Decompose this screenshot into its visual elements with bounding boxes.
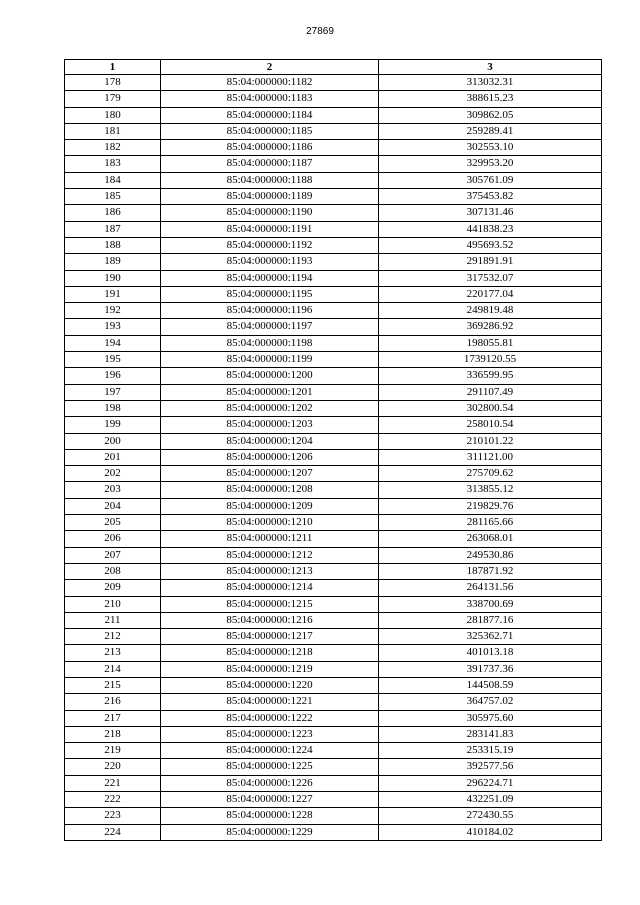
value-cell: 198055.81: [379, 335, 602, 351]
row-number-cell: 203: [65, 482, 161, 498]
table-row: [65, 270, 602, 286]
table-row: [65, 91, 602, 107]
row-number-cell: 195: [65, 352, 161, 368]
row-number-cell: 192: [65, 303, 161, 319]
value-cell: 307131.46: [379, 205, 602, 221]
table-row: [65, 254, 602, 270]
cadastral-number-cell: 85:04:000000:1222: [161, 710, 379, 726]
page-number: 27869: [306, 26, 334, 37]
value-cell: 309862.05: [379, 107, 602, 123]
cadastral-number-cell: 85:04:000000:1195: [161, 286, 379, 302]
cadastral-number-cell: 85:04:000000:1186: [161, 140, 379, 156]
row-number-cell: 194: [65, 335, 161, 351]
table-row: [65, 352, 602, 368]
cadastral-number-cell: 85:04:000000:1215: [161, 596, 379, 612]
row-number-cell: 210: [65, 596, 161, 612]
row-number-cell: 211: [65, 612, 161, 628]
table-row: [65, 726, 602, 742]
row-number-cell: 188: [65, 237, 161, 253]
row-number-cell: 202: [65, 466, 161, 482]
row-number-cell: 184: [65, 172, 161, 188]
column-header-1: 1: [65, 60, 161, 75]
cadastral-number-cell: 85:04:000000:1189: [161, 189, 379, 205]
value-cell: 313032.31: [379, 75, 602, 91]
value-cell: 253315.19: [379, 743, 602, 759]
row-number-cell: 212: [65, 629, 161, 645]
cadastral-number-cell: 85:04:000000:1196: [161, 303, 379, 319]
table-row: [65, 645, 602, 661]
table-row: [65, 384, 602, 400]
cadastral-number-cell: 85:04:000000:1212: [161, 547, 379, 563]
value-cell: 432251.09: [379, 792, 602, 808]
value-cell: 249530.86: [379, 547, 602, 563]
cadastral-number-cell: 85:04:000000:1223: [161, 726, 379, 742]
table-row: [65, 759, 602, 775]
row-number-cell: 224: [65, 824, 161, 840]
table-row: [65, 140, 602, 156]
cadastral-number-cell: 85:04:000000:1219: [161, 661, 379, 677]
table-row: [65, 417, 602, 433]
table-row: [65, 824, 602, 840]
table-row: [65, 189, 602, 205]
cadastral-number-cell: 85:04:000000:1199: [161, 352, 379, 368]
cadastral-number-cell: 85:04:000000:1217: [161, 629, 379, 645]
cadastral-number-cell: 85:04:000000:1208: [161, 482, 379, 498]
table-row: [65, 172, 602, 188]
row-number-cell: 193: [65, 319, 161, 335]
table-row: [65, 449, 602, 465]
row-number-cell: 220: [65, 759, 161, 775]
table-row: [65, 580, 602, 596]
row-number-cell: 221: [65, 775, 161, 791]
value-cell: 313855.12: [379, 482, 602, 498]
table-row: [65, 319, 602, 335]
row-number-cell: 204: [65, 498, 161, 514]
value-cell: 210101.22: [379, 433, 602, 449]
row-number-cell: 178: [65, 75, 161, 91]
value-cell: 495693.52: [379, 237, 602, 253]
row-number-cell: 208: [65, 563, 161, 579]
row-number-cell: 223: [65, 808, 161, 824]
value-cell: 410184.02: [379, 824, 602, 840]
row-number-cell: 215: [65, 677, 161, 693]
cadastral-number-cell: 85:04:000000:1224: [161, 743, 379, 759]
row-number-cell: 198: [65, 400, 161, 416]
cadastral-number-cell: 85:04:000000:1225: [161, 759, 379, 775]
cadastral-number-cell: 85:04:000000:1226: [161, 775, 379, 791]
value-cell: 329953.20: [379, 156, 602, 172]
table-row: [65, 775, 602, 791]
cadastral-number-cell: 85:04:000000:1211: [161, 531, 379, 547]
cadastral-number-cell: 85:04:000000:1185: [161, 123, 379, 139]
value-cell: 249819.48: [379, 303, 602, 319]
value-cell: 296224.71: [379, 775, 602, 791]
table-row: [65, 547, 602, 563]
value-cell: 336599.95: [379, 368, 602, 384]
value-cell: 219829.76: [379, 498, 602, 514]
value-cell: 391737.36: [379, 661, 602, 677]
row-number-cell: 186: [65, 205, 161, 221]
row-number-cell: 201: [65, 449, 161, 465]
cadastral-number-cell: 85:04:000000:1200: [161, 368, 379, 384]
row-number-cell: 213: [65, 645, 161, 661]
cadastral-number-cell: 85:04:000000:1213: [161, 563, 379, 579]
table-body: [65, 75, 602, 841]
table-row: [65, 107, 602, 123]
table-row: [65, 808, 602, 824]
table-row: [65, 466, 602, 482]
row-number-cell: 190: [65, 270, 161, 286]
value-cell: 364757.02: [379, 694, 602, 710]
table-row: [65, 498, 602, 514]
row-number-cell: 197: [65, 384, 161, 400]
cadastral-number-cell: 85:04:000000:1192: [161, 237, 379, 253]
value-cell: 1739120.55: [379, 352, 602, 368]
row-number-cell: 183: [65, 156, 161, 172]
value-cell: 375453.82: [379, 189, 602, 205]
row-number-cell: 214: [65, 661, 161, 677]
value-cell: 317532.07: [379, 270, 602, 286]
table-row: [65, 482, 602, 498]
row-number-cell: 180: [65, 107, 161, 123]
cadastral-number-cell: 85:04:000000:1206: [161, 449, 379, 465]
value-cell: 263068.01: [379, 531, 602, 547]
cadastral-number-cell: 85:04:000000:1210: [161, 515, 379, 531]
value-cell: 311121.00: [379, 449, 602, 465]
row-number-cell: 209: [65, 580, 161, 596]
cadastral-value-table: [64, 59, 602, 841]
cadastral-number-cell: 85:04:000000:1227: [161, 792, 379, 808]
cadastral-number-cell: 85:04:000000:1201: [161, 384, 379, 400]
table-row: [65, 433, 602, 449]
row-number-cell: 181: [65, 123, 161, 139]
cadastral-number-cell: 85:04:000000:1229: [161, 824, 379, 840]
cadastral-number-cell: 85:04:000000:1194: [161, 270, 379, 286]
cadastral-number-cell: 85:04:000000:1197: [161, 319, 379, 335]
row-number-cell: 179: [65, 91, 161, 107]
table-row: [65, 563, 602, 579]
cadastral-number-cell: 85:04:000000:1184: [161, 107, 379, 123]
cadastral-number-cell: 85:04:000000:1202: [161, 400, 379, 416]
table-row: [65, 792, 602, 808]
value-cell: 187871.92: [379, 563, 602, 579]
table-row: [65, 368, 602, 384]
table-row: [65, 156, 602, 172]
table-row: [65, 596, 602, 612]
row-number-cell: 182: [65, 140, 161, 156]
cadastral-number-cell: 85:04:000000:1207: [161, 466, 379, 482]
value-cell: 272430.55: [379, 808, 602, 824]
row-number-cell: 199: [65, 417, 161, 433]
value-cell: 283141.83: [379, 726, 602, 742]
value-cell: 275709.62: [379, 466, 602, 482]
row-number-cell: 185: [65, 189, 161, 205]
column-header-2: 2: [161, 60, 379, 75]
row-number-cell: 222: [65, 792, 161, 808]
row-number-cell: 189: [65, 254, 161, 270]
table-row: [65, 515, 602, 531]
row-number-cell: 191: [65, 286, 161, 302]
row-number-cell: 205: [65, 515, 161, 531]
cadastral-number-cell: 85:04:000000:1191: [161, 221, 379, 237]
row-number-cell: 216: [65, 694, 161, 710]
table-header-row: [65, 60, 602, 75]
value-cell: 220177.04: [379, 286, 602, 302]
value-cell: 281165.66: [379, 515, 602, 531]
table-row: [65, 237, 602, 253]
value-cell: 291107.49: [379, 384, 602, 400]
value-cell: 144508.59: [379, 677, 602, 693]
value-cell: 392577.56: [379, 759, 602, 775]
cadastral-number-cell: 85:04:000000:1214: [161, 580, 379, 596]
table-row: [65, 400, 602, 416]
table-row: [65, 205, 602, 221]
table-row: [65, 694, 602, 710]
cadastral-number-cell: 85:04:000000:1182: [161, 75, 379, 91]
value-cell: 305975.60: [379, 710, 602, 726]
cadastral-number-cell: 85:04:000000:1188: [161, 172, 379, 188]
row-number-cell: 207: [65, 547, 161, 563]
cadastral-number-cell: 85:04:000000:1204: [161, 433, 379, 449]
table-row: [65, 677, 602, 693]
column-header-3: 3: [379, 60, 602, 75]
table-row: [65, 335, 602, 351]
cadastral-number-cell: 85:04:000000:1209: [161, 498, 379, 514]
value-cell: 259289.41: [379, 123, 602, 139]
cadastral-number-cell: 85:04:000000:1190: [161, 205, 379, 221]
row-number-cell: 218: [65, 726, 161, 742]
cadastral-number-cell: 85:04:000000:1228: [161, 808, 379, 824]
value-cell: 291891.91: [379, 254, 602, 270]
value-cell: 388615.23: [379, 91, 602, 107]
table-row: [65, 123, 602, 139]
value-cell: 281877.16: [379, 612, 602, 628]
table-row: [65, 75, 602, 91]
cadastral-number-cell: 85:04:000000:1221: [161, 694, 379, 710]
cadastral-number-cell: 85:04:000000:1198: [161, 335, 379, 351]
cadastral-number-cell: 85:04:000000:1187: [161, 156, 379, 172]
cadastral-number-cell: 85:04:000000:1203: [161, 417, 379, 433]
table-row: [65, 743, 602, 759]
row-number-cell: 219: [65, 743, 161, 759]
table-row: [65, 612, 602, 628]
value-cell: 258010.54: [379, 417, 602, 433]
table-row: [65, 221, 602, 237]
cadastral-number-cell: 85:04:000000:1218: [161, 645, 379, 661]
value-cell: 302553.10: [379, 140, 602, 156]
value-cell: 401013.18: [379, 645, 602, 661]
value-cell: 338700.69: [379, 596, 602, 612]
row-number-cell: 196: [65, 368, 161, 384]
table-row: [65, 531, 602, 547]
value-cell: 369286.92: [379, 319, 602, 335]
cadastral-number-cell: 85:04:000000:1183: [161, 91, 379, 107]
value-cell: 305761.09: [379, 172, 602, 188]
row-number-cell: 217: [65, 710, 161, 726]
value-cell: 302800.54: [379, 400, 602, 416]
table-row: [65, 710, 602, 726]
value-cell: 441838.23: [379, 221, 602, 237]
table-row: [65, 629, 602, 645]
table-row: [65, 286, 602, 302]
cadastral-number-cell: 85:04:000000:1216: [161, 612, 379, 628]
row-number-cell: 187: [65, 221, 161, 237]
value-cell: 325362.71: [379, 629, 602, 645]
row-number-cell: 206: [65, 531, 161, 547]
value-cell: 264131.56: [379, 580, 602, 596]
table-row: [65, 661, 602, 677]
table-row: [65, 303, 602, 319]
cadastral-number-cell: 85:04:000000:1220: [161, 677, 379, 693]
cadastral-number-cell: 85:04:000000:1193: [161, 254, 379, 270]
row-number-cell: 200: [65, 433, 161, 449]
